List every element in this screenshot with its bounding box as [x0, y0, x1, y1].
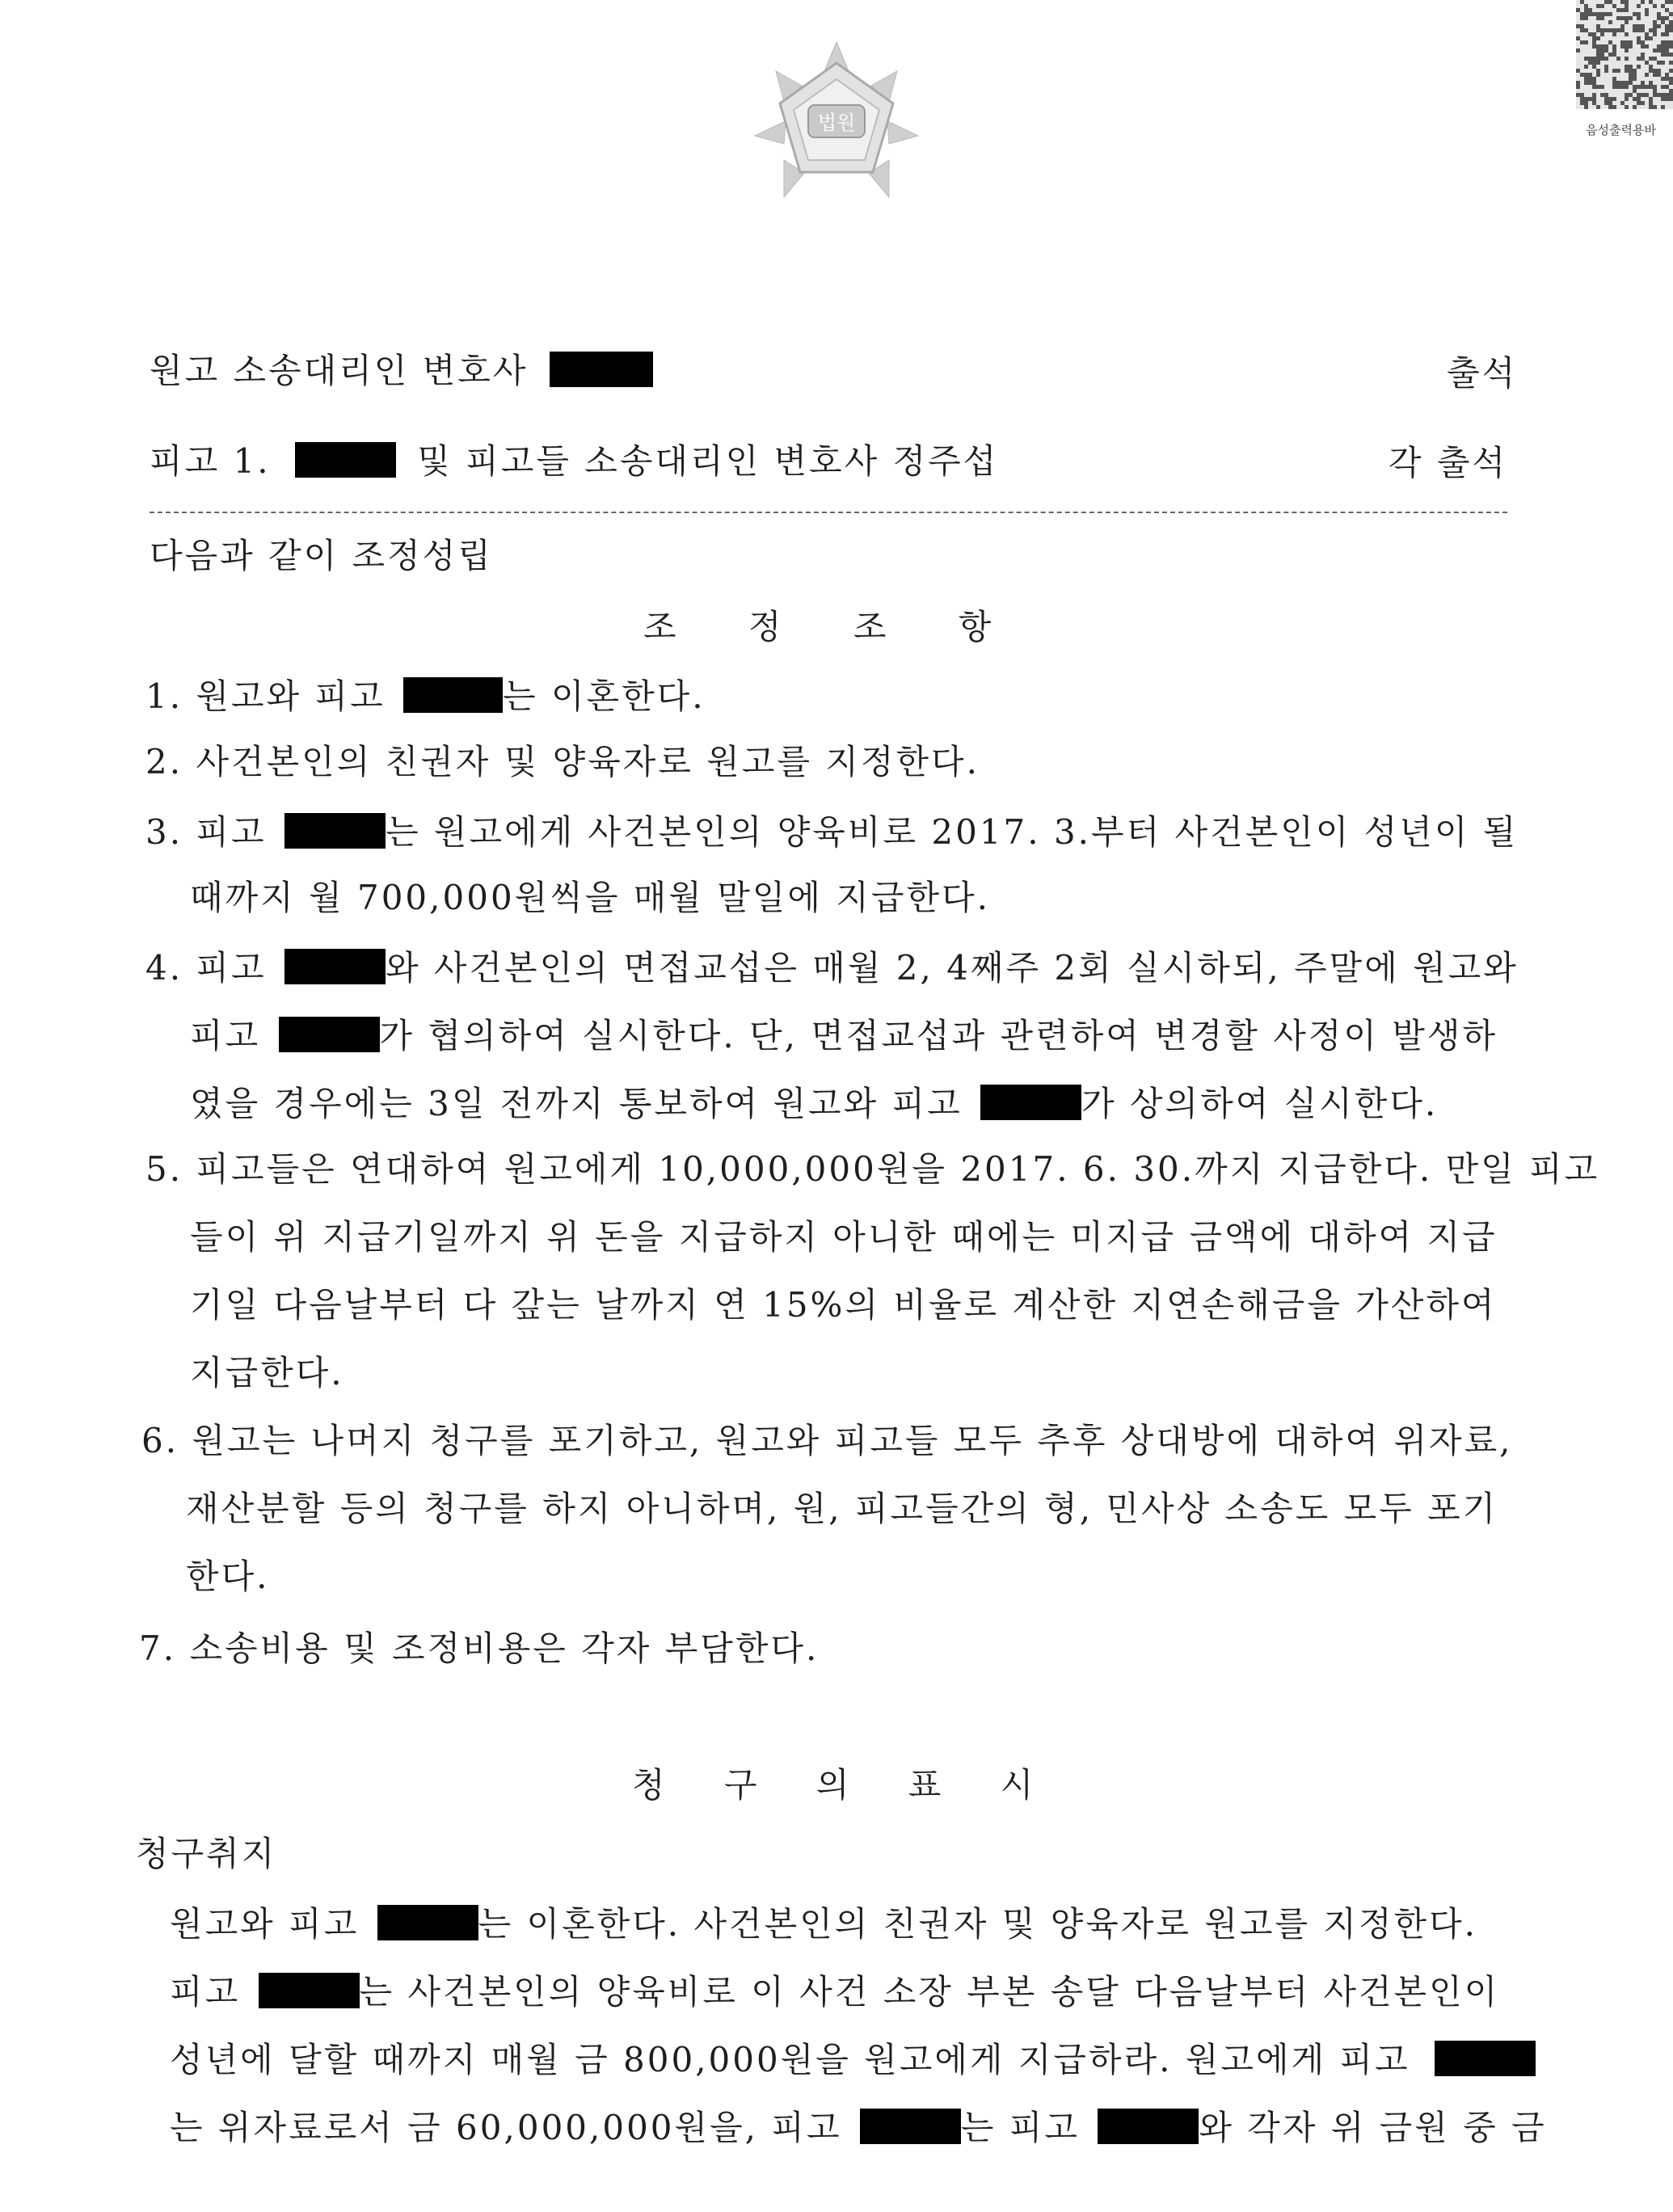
redaction-block	[279, 1017, 380, 1052]
term-text: 피고	[196, 948, 267, 988]
claim-line-4	[170, 2109, 1547, 2145]
attendance-row-plaintiff	[150, 352, 653, 388]
claim-subheading: 청구취지	[136, 1834, 277, 1873]
term-6	[141, 1421, 1513, 1460]
claim-text: 는 이혼한다. 사건본인의 친권자 및 양육자로 원고를 지정한다.	[478, 1904, 1478, 1944]
term-4-cont-1	[190, 1017, 1498, 1053]
term-5-cont-1: 들이 위 지급기일까지 위 돈을 지급하지 아니한 때에는 미지급 금액에 대하여 지급	[190, 1217, 1498, 1257]
term-4-cont-2	[190, 1085, 1438, 1121]
emblem-label: 법원	[817, 112, 856, 134]
term-3	[145, 812, 1519, 852]
term-6-cont-1: 재산분할 등의 청구를 하지 아니하며, 원, 피고들간의 형, 민사상 소송도 모두 포기	[186, 1489, 1498, 1528]
redaction-block	[1435, 2041, 1536, 2076]
term-text: 피고	[196, 812, 267, 852]
attendance-status-2: 각 출석	[1389, 443, 1508, 482]
term-number: 1.	[145, 676, 183, 716]
attendance-plaintiff-text: 원고 소송대리인 변호사	[150, 351, 529, 390]
intro-text: 다음과 같이 조정성립	[150, 536, 493, 575]
term-3-cont: 때까지 월 700,000원씩을 매월 말일에 지급한다.	[190, 878, 990, 917]
term-text: 사건본인의 친권자 및 양육자로 원고를 지정한다.	[196, 742, 980, 782]
claim-text: 는 사건본인의 양육비로 이 사건 소장 부본 송달 다음날부터 사건본인이	[359, 1972, 1500, 2012]
claim-line-2	[170, 1972, 1500, 2012]
claim-text: 는 피고	[960, 2108, 1080, 2147]
term-text: 원고는 나머지 청구를 포기하고, 원고와 피고들 모두 추후 상대방에 대하여 위자료,	[192, 1421, 1513, 1460]
term-1	[145, 677, 706, 714]
redaction-block	[860, 2109, 961, 2144]
term-text: 원고와 피고	[196, 676, 386, 716]
qr-code-icon	[1576, 0, 1673, 109]
redaction-block	[284, 813, 386, 849]
redaction-block	[550, 352, 653, 387]
term-7	[139, 1628, 820, 1668]
qr-caption: 음성출력용바	[1586, 123, 1656, 137]
redaction-block	[284, 949, 386, 984]
attendance-defendant-prefix: 피고 1.	[150, 441, 271, 481]
claim-text: 는 위자료로서 금 60,000,000원을, 피고	[170, 2108, 842, 2147]
court-emblem-icon	[752, 39, 921, 200]
dashed-divider	[150, 512, 1507, 513]
term-5	[145, 1149, 1600, 1189]
claim-heading: 청 구 의 표 시	[632, 1765, 1058, 1805]
term-text: 소송비용 및 조정비용은 각자 부담한다.	[189, 1628, 820, 1668]
term-6-cont-2: 한다.	[186, 1557, 270, 1596]
claim-text: 와 각자 위 금원 중 금	[1199, 2108, 1547, 2147]
attendance-status-1: 출석	[1447, 353, 1518, 393]
term-text: 는 이혼한다.	[503, 676, 706, 716]
term-2	[145, 742, 980, 782]
term-text: 였을 경우에는 3일 전까지 통보하여 원고와 피고	[190, 1084, 963, 1123]
redaction-block	[259, 1973, 360, 2008]
term-number: 5.	[145, 1149, 183, 1189]
term-number: 3.	[145, 812, 183, 852]
terms-heading: 조 정 조 항	[643, 607, 1022, 647]
term-text: 와 사건본인의 면접교섭은 매월 2, 4째주 2회 실시하되, 주말에 원고와	[385, 948, 1519, 988]
redaction-block	[1098, 2109, 1199, 2144]
term-text: 피고	[190, 1016, 261, 1055]
claim-text: 원고와 피고	[170, 1904, 360, 1944]
attendance-row-defendant	[150, 441, 999, 481]
claim-text: 성년에 달할 때까지 매월 금 800,000원을 원고에게 지급하라. 원고에게 피고	[170, 2040, 1410, 2079]
claim-line-3	[170, 2041, 1536, 2077]
redaction-block	[980, 1085, 1081, 1120]
term-number: 7.	[139, 1628, 177, 1668]
term-text: 피고들은 연대하여 원고에게 10,000,000원을 2017. 6. 30.까지 지급한다. 만일 피고	[196, 1149, 1600, 1189]
term-5-cont-2: 기일 다음날부터 다 갚는 날까지 연 15%의 비율로 계산한 지연손해금을 가산하여	[190, 1285, 1497, 1325]
term-number: 6.	[141, 1421, 179, 1460]
term-number: 4.	[145, 948, 183, 988]
term-text: 는 원고에게 사건본인의 양육비로 2017. 3.부터 사건본인이 성년이 될	[385, 812, 1519, 852]
claim-line-1	[170, 1904, 1478, 1944]
term-5-cont-3: 지급한다.	[190, 1353, 344, 1393]
redaction-block	[377, 1905, 478, 1940]
term-text: 가 상의하여 실시한다.	[1081, 1084, 1439, 1123]
term-number: 2.	[145, 742, 183, 782]
term-text: 가 협의하여 실시한다. 단, 면접교섭과 관련하여 변경할 사정이 발생하	[379, 1016, 1498, 1055]
term-4	[145, 948, 1519, 988]
redaction-block	[295, 442, 396, 478]
redaction-block	[403, 677, 503, 713]
claim-text: 피고	[170, 1972, 241, 2012]
attendance-defendant-middle: 및 피고들 소송대리인 변호사 정주섭	[417, 441, 999, 481]
